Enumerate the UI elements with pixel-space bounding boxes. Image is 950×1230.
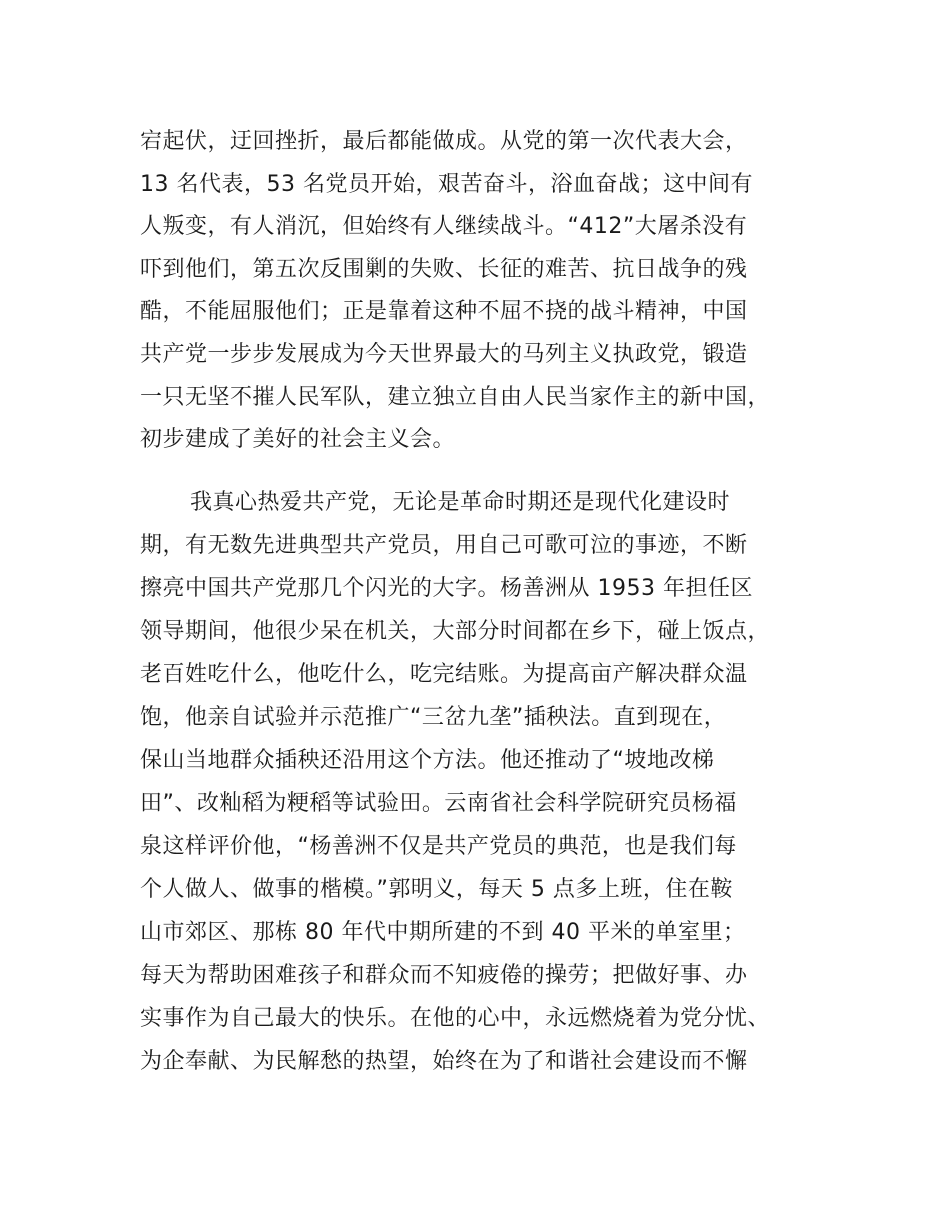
text-line: 擦亮中国共产党那几个闪光的大字。杨善洲从 1953 年担任区 (140, 576, 753, 601)
text-line: 山市郊区、那栋 80 年代中期所建的不到 40 平米的单室里； (140, 920, 746, 945)
text-line: 共产党一步步发展成为今天世界最大的马列主义执政党，锻造 (140, 342, 748, 367)
text-line: 13 名代表，53 名党员开始，艰苦奋斗，浴血奋战；这中间有 (140, 172, 753, 197)
text-line: 领导期间，他很少呆在机关，大部分时间都在乡下，碰上饭点， (140, 619, 771, 644)
text-line: 泉这样评价他，“杨善洲不仅是共产党员的典范，也是我们每 (140, 834, 737, 859)
text-line: 一只无坚不摧人民军队，建立独立自由人民当家作主的新中国， (140, 385, 771, 410)
text-line: 田”、改籼稻为粳稻等试验田。云南省社会科学院研究员杨福 (140, 791, 737, 816)
text-line: 期，有无数先进典型共产党员，用自己可歌可泣的事迹，不断 (140, 533, 748, 558)
text-line: 饱，他亲自试验并示范推广“三岔九垄”插秧法。直到现在， (140, 705, 727, 730)
text-line-indented: 我真心热爱共产党，无论是革命时期还是现代化建设时 (190, 490, 731, 515)
text-line: 老百姓吃什么，他吃什么，吃完结账。为提高亩产解决群众温 (140, 662, 748, 687)
text-line: 宕起伏，迂回挫折，最后都能做成。从党的第一次代表大会， (140, 129, 748, 154)
text-line: 人叛变，有人消沉，但始终有人继续战斗。“412”大屠杀没有 (140, 214, 748, 239)
text-line: 吓到他们，第五次反围剿的失败、长征的难苦、抗日战争的残 (140, 257, 748, 282)
text-line: 初步建成了美好的社会主义会。 (140, 427, 456, 452)
text-line: 实事作为自己最大的快乐。在他的心中，永远燃烧着为党分忧、 (140, 1006, 771, 1031)
text-line: 为企奉献、为民解愁的热望，始终在为了和谐社会建设而不懈 (140, 1049, 748, 1074)
text-line: 保山当地群众插秧还沿用这个方法。他还推动了“坡地改梯 (140, 748, 715, 773)
text-line: 酷，不能屈服他们；正是靠着这种不屈不挠的战斗精神，中国 (140, 299, 748, 324)
text-line: 每天为帮助困难孩子和群众而不知疲倦的操劳；把做好事、办 (140, 963, 748, 988)
text-line: 个人做人、做事的楷模。”郭明义，每天 5 点多上班，住在鞍 (140, 877, 733, 902)
